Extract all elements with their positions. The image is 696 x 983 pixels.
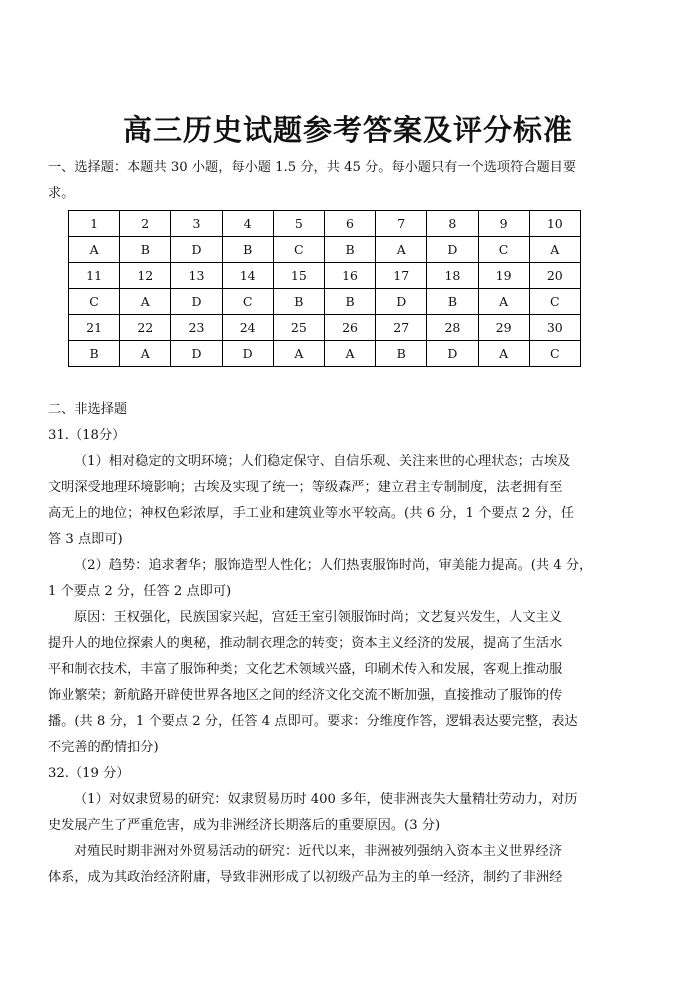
answer-cell: C bbox=[478, 237, 529, 263]
answer-cell: D bbox=[427, 237, 478, 263]
answer-cell: B bbox=[324, 289, 375, 315]
question-number-cell: 30 bbox=[529, 315, 580, 341]
question-number-cell: 12 bbox=[120, 263, 171, 289]
answer-cell: A bbox=[69, 237, 120, 263]
q31-p3-line: 饰业繁荣；新航路开辟使世界各地区之间的经济文化交流不断加强，直接推动了服饰的传 bbox=[48, 688, 563, 703]
question-number-cell: 10 bbox=[529, 211, 580, 237]
question-number-cell: 19 bbox=[478, 263, 529, 289]
answer-cell: B bbox=[376, 341, 427, 367]
question-number-cell: 5 bbox=[273, 211, 324, 237]
section1-instructions-line2: 求。 bbox=[48, 186, 75, 201]
q31-p2-line: 1 个要点 2 分，任答 2 点即可) bbox=[48, 584, 232, 599]
answer-cell: D bbox=[171, 237, 222, 263]
answer-cell: A bbox=[324, 341, 375, 367]
answer-row bbox=[69, 341, 581, 367]
answer-cell: D bbox=[427, 341, 478, 367]
question-number-cell: 27 bbox=[376, 315, 427, 341]
question-number-cell: 26 bbox=[324, 315, 375, 341]
question-number-row bbox=[69, 263, 581, 289]
q31-p3-line: 不完善的酌情扣分) bbox=[48, 740, 159, 755]
question-number-cell: 6 bbox=[324, 211, 375, 237]
question-number-cell: 23 bbox=[171, 315, 222, 341]
question-number-cell: 24 bbox=[222, 315, 273, 341]
q32-p1-line: （1）对奴隶贸易的研究：奴隶贸易历时 400 多年，使非洲丧失大量精壮劳动力，对历 bbox=[74, 792, 578, 807]
question-number-cell: 17 bbox=[376, 263, 427, 289]
q31-p2-line: （2）趋势：追求奢华；服饰造型人性化；人们热衷服饰时尚，审美能力提高。(共 4 分， bbox=[74, 558, 593, 573]
page-title: 高三历史试题参考答案及评分标准 bbox=[122, 113, 573, 147]
question-number-row bbox=[69, 315, 581, 341]
answer-cell: A bbox=[376, 237, 427, 263]
question-number-cell: 28 bbox=[427, 315, 478, 341]
answer-cell: D bbox=[171, 341, 222, 367]
question-number-cell: 18 bbox=[427, 263, 478, 289]
question-number-cell: 15 bbox=[273, 263, 324, 289]
question-number-cell: 8 bbox=[427, 211, 478, 237]
question-number-cell: 13 bbox=[171, 263, 222, 289]
answer-cell: B bbox=[222, 237, 273, 263]
answer-cell: D bbox=[171, 289, 222, 315]
answer-cell: A bbox=[529, 237, 580, 263]
answer-cell: C bbox=[529, 289, 580, 315]
section1-instructions-line1: 一、选择题：本题共 30 小题，每小题 1.5 分，共 45 分。每小题只有一个选项符合题目要 bbox=[48, 160, 577, 175]
q31-p3-line: 平和制衣技术，丰富了服饰种类；文化艺术领域兴盛，印刷术传入和发展，客观上推动服 bbox=[48, 662, 563, 677]
q32-label: 32.（19 分） bbox=[48, 766, 130, 781]
question-number-cell: 20 bbox=[529, 263, 580, 289]
question-number-cell: 4 bbox=[222, 211, 273, 237]
question-number-cell: 11 bbox=[69, 263, 120, 289]
answer-cell: A bbox=[120, 341, 171, 367]
question-number-cell: 25 bbox=[273, 315, 324, 341]
answer-cell: C bbox=[529, 341, 580, 367]
answer-cell: C bbox=[69, 289, 120, 315]
answer-cell: C bbox=[273, 237, 324, 263]
answer-cell: A bbox=[273, 341, 324, 367]
q31-p1-line: 高无上的地位；神权色彩浓厚，手工业和建筑业等水平较高。(共 6 分，1 个要点 2 分，任 bbox=[48, 506, 575, 521]
answer-cell: A bbox=[120, 289, 171, 315]
q31-p1-line: 答 3 点即可) bbox=[48, 532, 123, 547]
q31-p3-line: 播。(共 8 分，1 个要点 2 分，任答 4 点即可。要求：分维度作答，逻辑表达要完整，表达 bbox=[48, 714, 578, 729]
answer-cell: B bbox=[120, 237, 171, 263]
question-number-cell: 3 bbox=[171, 211, 222, 237]
question-number-cell: 2 bbox=[120, 211, 171, 237]
question-number-cell: 7 bbox=[376, 211, 427, 237]
q31-p1-line: （1）相对稳定的文明环境；人们稳定保守、自信乐观、关注来世的心理状态；古埃及 bbox=[74, 454, 571, 469]
q31-p3-line: 原因：王权强化，民族国家兴起，宫廷王室引领服饰时尚；文艺复兴发生，人文主义 bbox=[74, 610, 562, 625]
answer-cell: B bbox=[273, 289, 324, 315]
answer-cell: A bbox=[478, 341, 529, 367]
answer-cell: B bbox=[69, 341, 120, 367]
answer-cell: D bbox=[376, 289, 427, 315]
answer-row bbox=[69, 237, 581, 263]
question-number-cell: 14 bbox=[222, 263, 273, 289]
question-number-cell: 16 bbox=[324, 263, 375, 289]
question-number-cell: 1 bbox=[69, 211, 120, 237]
q31-p3-line: 提升人的地位探索人的奥秘，推动制衣理念的转变；资本主义经济的发展，提高了生活水 bbox=[48, 636, 563, 651]
section2-heading: 二、非选择题 bbox=[48, 402, 128, 417]
answer-cell: C bbox=[222, 289, 273, 315]
answer-cell: B bbox=[427, 289, 478, 315]
answer-row bbox=[69, 289, 581, 315]
q32-p2-line: 对殖民时期非洲对外贸易活动的研究：近代以来，非洲被列强纳入资本主义世界经济 bbox=[74, 844, 562, 859]
q31-p1-line: 文明深受地理环境影响；古埃及实现了统一；等级森严；建立君主专制制度，法老拥有至 bbox=[48, 480, 563, 495]
question-number-row bbox=[69, 211, 581, 237]
q31-label: 31.（18分） bbox=[48, 428, 126, 443]
answer-cell: B bbox=[324, 237, 375, 263]
answer-table bbox=[68, 210, 581, 367]
question-number-cell: 21 bbox=[69, 315, 120, 341]
question-number-cell: 29 bbox=[478, 315, 529, 341]
question-number-cell: 9 bbox=[478, 211, 529, 237]
q32-p2-line: 体系，成为其政治经济附庸，导致非洲形成了以初级产品为主的单一经济，制约了非洲经 bbox=[48, 870, 563, 885]
answer-cell: A bbox=[478, 289, 529, 315]
question-number-cell: 22 bbox=[120, 315, 171, 341]
q32-p1-line: 史发展产生了严重危害，成为非洲经济长期落后的重要原因。(3 分) bbox=[48, 818, 441, 833]
answer-cell: D bbox=[222, 341, 273, 367]
